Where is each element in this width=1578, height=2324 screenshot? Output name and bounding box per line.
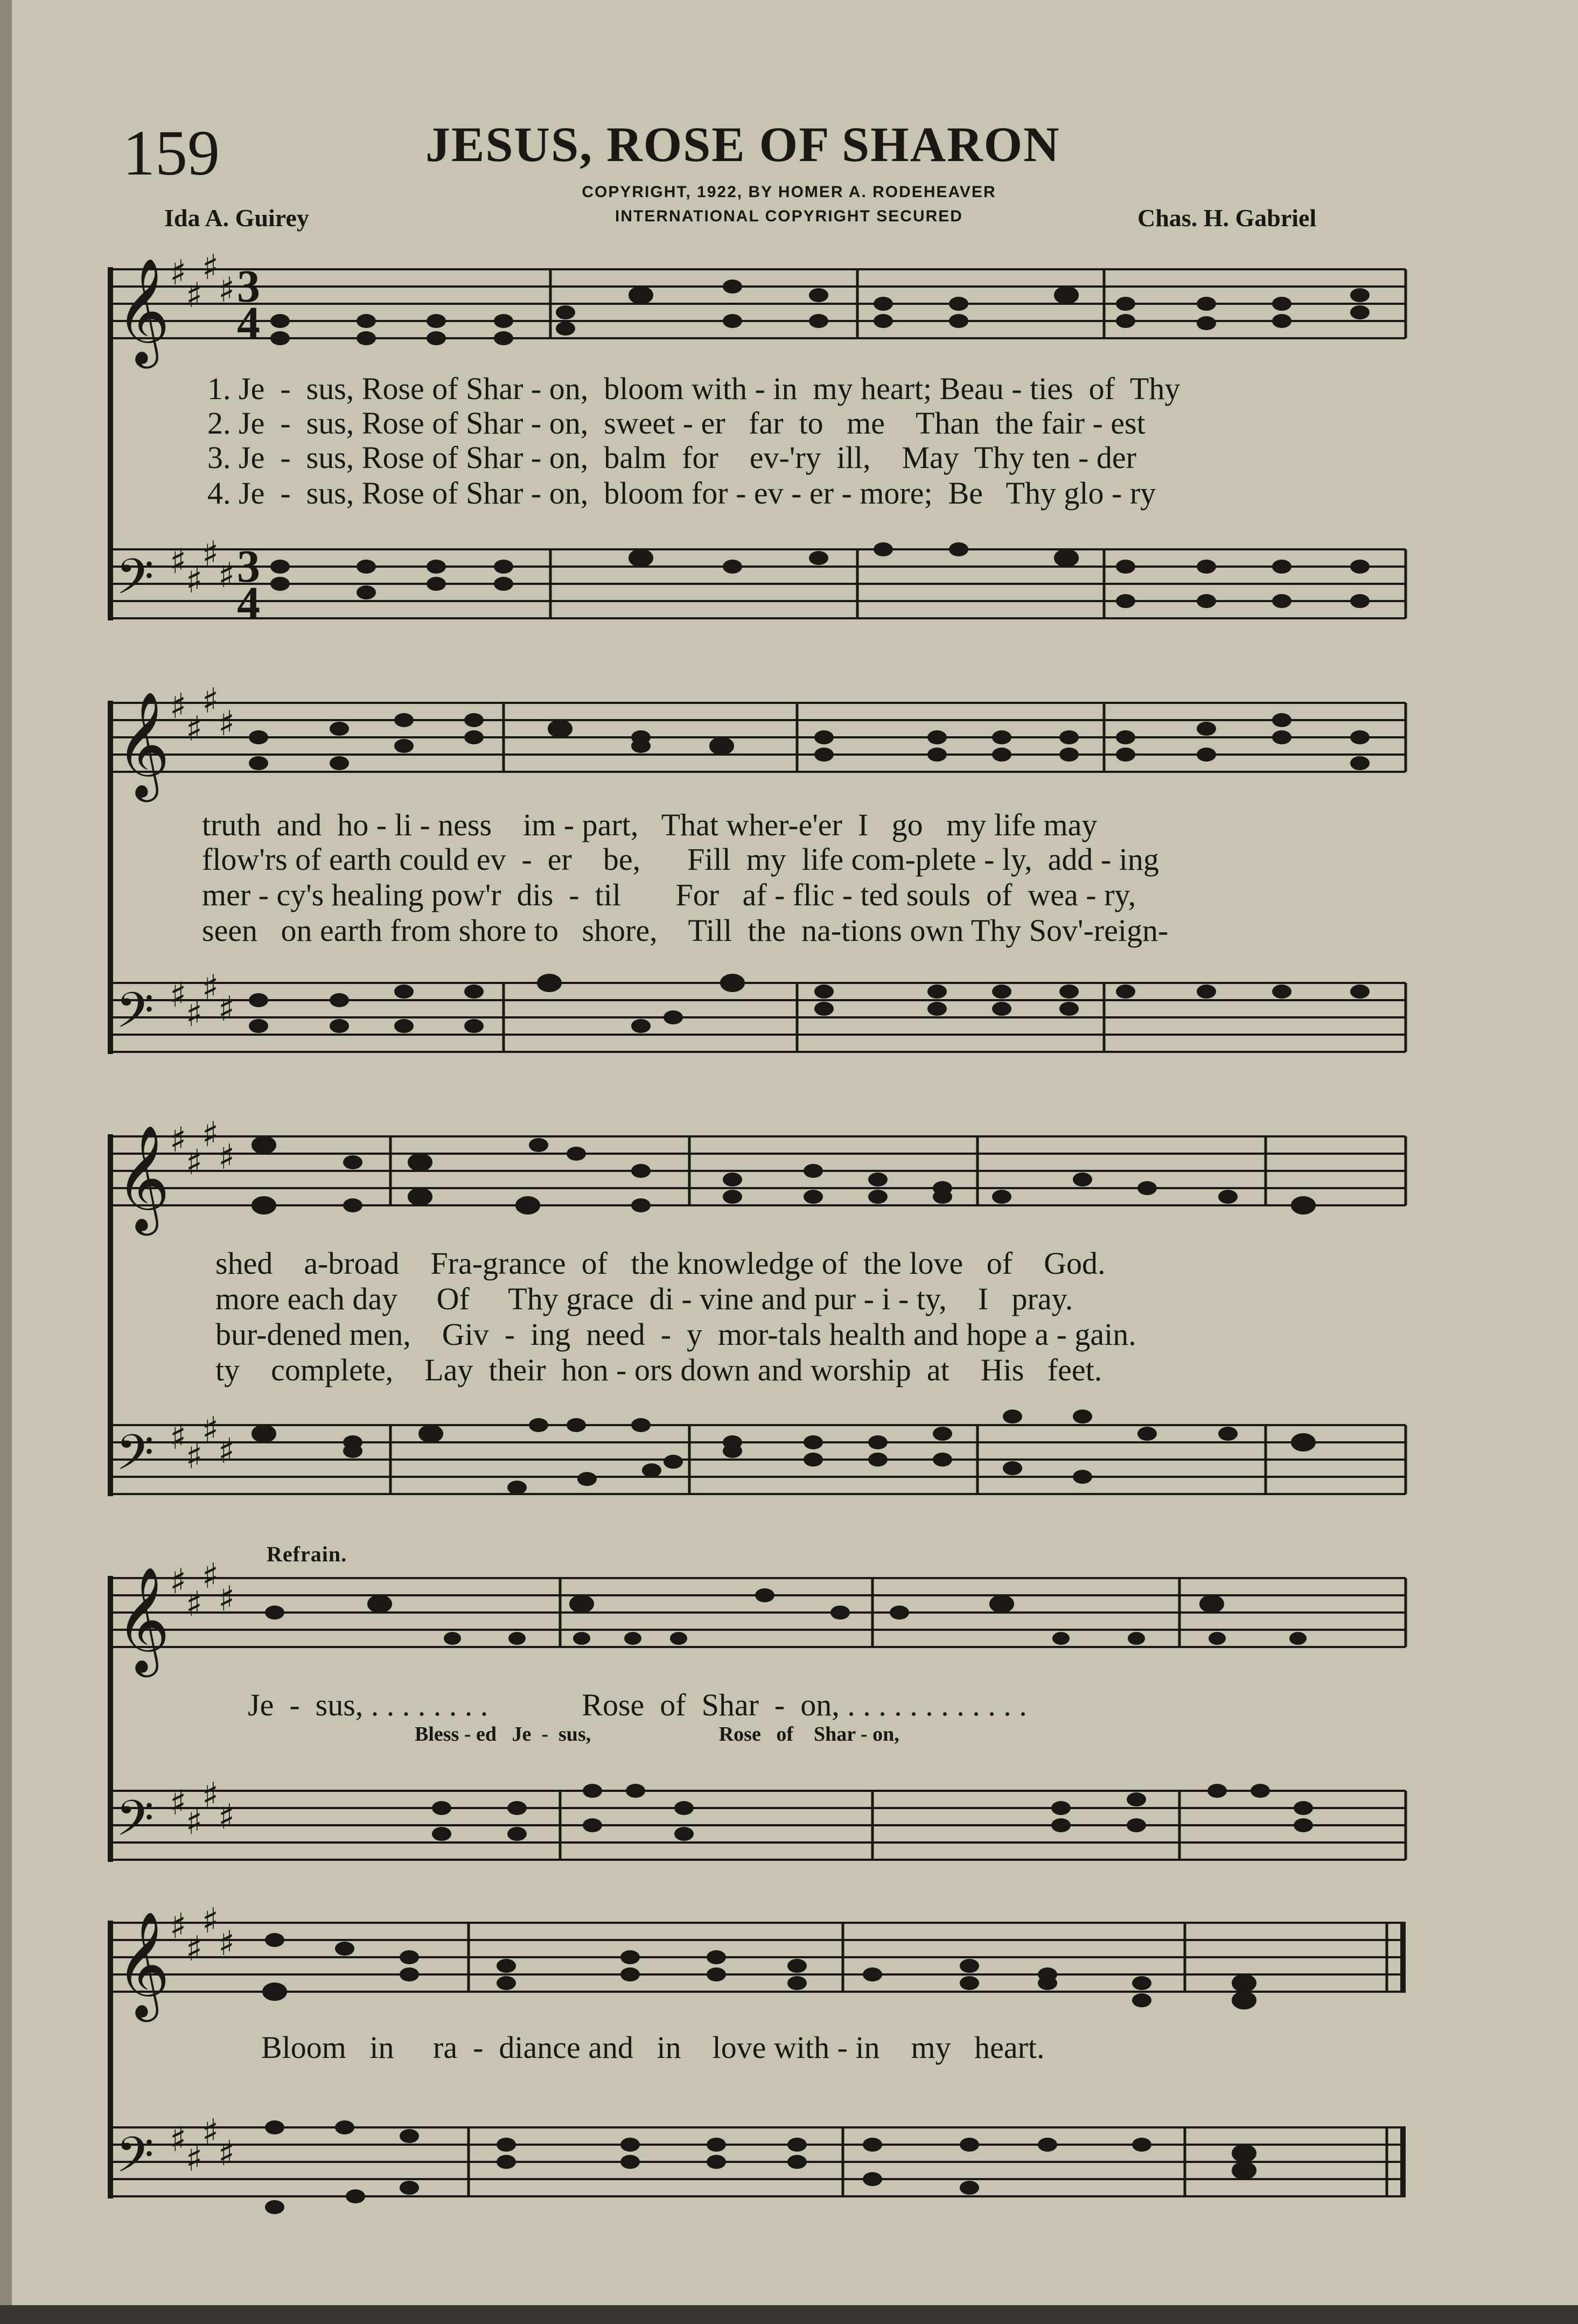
- lyric-line-verse-1: truth and ho - li - ness im - part, That wher-e'er I go my life may: [202, 807, 1098, 842]
- svg-text:♯: ♯: [218, 1432, 235, 1471]
- treble-clef-icon: 𝄞: [116, 257, 170, 364]
- copyright-line: COPYRIGHT, 1922, BY HOMER A. RODEHEAVER: [582, 183, 996, 201]
- svg-text:♯: ♯: [186, 276, 203, 316]
- page-bottom-edge: [0, 2305, 1578, 2324]
- bass-clef-icon: 𝄢: [116, 548, 154, 617]
- lyric-line-verse-2: 2. Je - sus, Rose of Shar - on, sweet - er far to me Than the fair - est: [207, 406, 1146, 441]
- svg-text:3: 3: [237, 540, 260, 592]
- svg-text:𝄞: 𝄞: [116, 1125, 170, 1231]
- svg-text:♯: ♯: [202, 1115, 219, 1155]
- lyric-line-verse-2: flow'rs of earth could ev - er be, Fill my life com-plete - ly, add - ing: [202, 842, 1159, 877]
- svg-text:𝄢: 𝄢: [116, 1790, 154, 1859]
- svg-text:♯: ♯: [202, 1901, 219, 1941]
- svg-text:♯: ♯: [186, 1143, 203, 1183]
- svg-text:♯: ♯: [170, 253, 186, 293]
- svg-text:♯: ♯: [218, 1137, 235, 1177]
- svg-text:♯: ♯: [186, 709, 203, 749]
- svg-text:4: 4: [237, 577, 260, 629]
- svg-text:♯: ♯: [170, 1907, 186, 1946]
- svg-text:♯: ♯: [202, 2112, 219, 2152]
- refrain-label: Refrain.: [267, 1542, 347, 1566]
- music-system-5: [0, 1901, 1578, 2235]
- lyric-line-verse-3: mer - cy's healing pow'r dis - til For af - flic - ted souls of wea - ry,: [202, 877, 1136, 912]
- svg-text:♯: ♯: [218, 704, 235, 744]
- svg-text:♯: ♯: [170, 975, 186, 1015]
- hymn-title: JESUS, ROSE OF SHARON: [425, 117, 1060, 172]
- svg-text:♯: ♯: [202, 681, 219, 721]
- svg-text:♯: ♯: [202, 534, 219, 574]
- refrain-alto-lyric-line: Bless - ed Je - sus, Rose of Shar - on,: [415, 1723, 899, 1746]
- svg-text:𝄞: 𝄞: [116, 1566, 170, 1673]
- svg-text:♯: ♯: [218, 270, 235, 310]
- svg-text:♯: ♯: [170, 1120, 186, 1160]
- svg-text:4: 4: [237, 297, 260, 348]
- svg-text:♯: ♯: [186, 2139, 203, 2179]
- svg-text:♯: ♯: [218, 556, 235, 596]
- hymn-number: 159: [123, 117, 220, 189]
- svg-text:𝄢: 𝄢: [116, 982, 154, 1051]
- svg-text:♯: ♯: [202, 1410, 219, 1450]
- svg-text:♯: ♯: [218, 2134, 235, 2174]
- lyric-line-verse-3: 3. Je - sus, Rose of Shar - on, balm for ev-'ry ill, May Thy ten - der: [207, 440, 1136, 475]
- copyright-secured-line: INTERNATIONAL COPYRIGHT SECURED: [615, 207, 963, 225]
- svg-text:♯: ♯: [170, 687, 186, 727]
- svg-text:♯: ♯: [186, 1803, 203, 1843]
- lyric-line-verse-4: seen on earth from shore to shore, Till the na-tions own Thy Sov'-reign-: [202, 913, 1169, 948]
- svg-text:♯: ♯: [186, 1437, 203, 1477]
- svg-text:𝄞: 𝄞: [116, 691, 170, 798]
- svg-text:♯: ♯: [186, 561, 203, 601]
- svg-text:♯: ♯: [202, 968, 219, 1008]
- svg-text:♯: ♯: [202, 248, 219, 288]
- svg-text:♯: ♯: [202, 1562, 219, 1596]
- svg-text:♯: ♯: [218, 1579, 235, 1619]
- lyric-line-verse-1: 1. Je - sus, Rose of Shar - on, bloom with - in my heart; Beau - ties of Thy: [207, 371, 1181, 406]
- lyric-line-verse-4: 4. Je - sus, Rose of Shar - on, bloom for - ev - er - more; Be Thy glo - ry: [207, 476, 1156, 511]
- svg-text:♯: ♯: [202, 1776, 219, 1816]
- svg-text:♯: ♯: [218, 989, 235, 1029]
- lyric-line-verse-4: ty complete, Lay their hon - ors down and worship at His feet.: [215, 1352, 1102, 1387]
- svg-text:𝄢: 𝄢: [116, 2126, 154, 2195]
- lyric-line-verse-3: bur-dened men, Giv - ing need - y mor-tals health and hope a - gain.: [215, 1317, 1136, 1352]
- final-lyric-line: Bloom in ra - diance and in love with - in my heart.: [261, 2030, 1045, 2065]
- svg-text:𝄢: 𝄢: [116, 1424, 154, 1493]
- svg-text:♯: ♯: [218, 1797, 235, 1837]
- svg-text:♯: ♯: [218, 1924, 235, 1964]
- author-credit: Ida A. Guirey: [164, 204, 309, 232]
- svg-text:♯: ♯: [186, 995, 203, 1035]
- svg-text:♯: ♯: [170, 1783, 186, 1823]
- svg-text:♯: ♯: [170, 542, 186, 582]
- composer-credit: Chas. H. Gabriel: [1137, 204, 1317, 232]
- bass-staff: [113, 549, 1406, 618]
- svg-text:♯: ♯: [170, 2120, 186, 2160]
- lyric-line-verse-1: shed a-broad Fra-grance of the knowledge of the love of God.: [215, 1246, 1106, 1281]
- svg-text:𝄞: 𝄞: [116, 1911, 170, 2018]
- svg-text:♯: ♯: [170, 1562, 186, 1602]
- refrain-lyric-line: Je - sus, . . . . . . . . Rose of Shar - on, . . . . . . . . . . . .: [248, 1687, 1027, 1722]
- svg-text:3: 3: [237, 260, 260, 312]
- svg-text:♯: ♯: [186, 1929, 203, 1969]
- svg-text:♯: ♯: [186, 1585, 203, 1624]
- svg-text:♯: ♯: [170, 1418, 186, 1457]
- lyric-line-verse-2: more each day Of Thy grace di - vine and pur - i - ty, I pray.: [215, 1281, 1073, 1316]
